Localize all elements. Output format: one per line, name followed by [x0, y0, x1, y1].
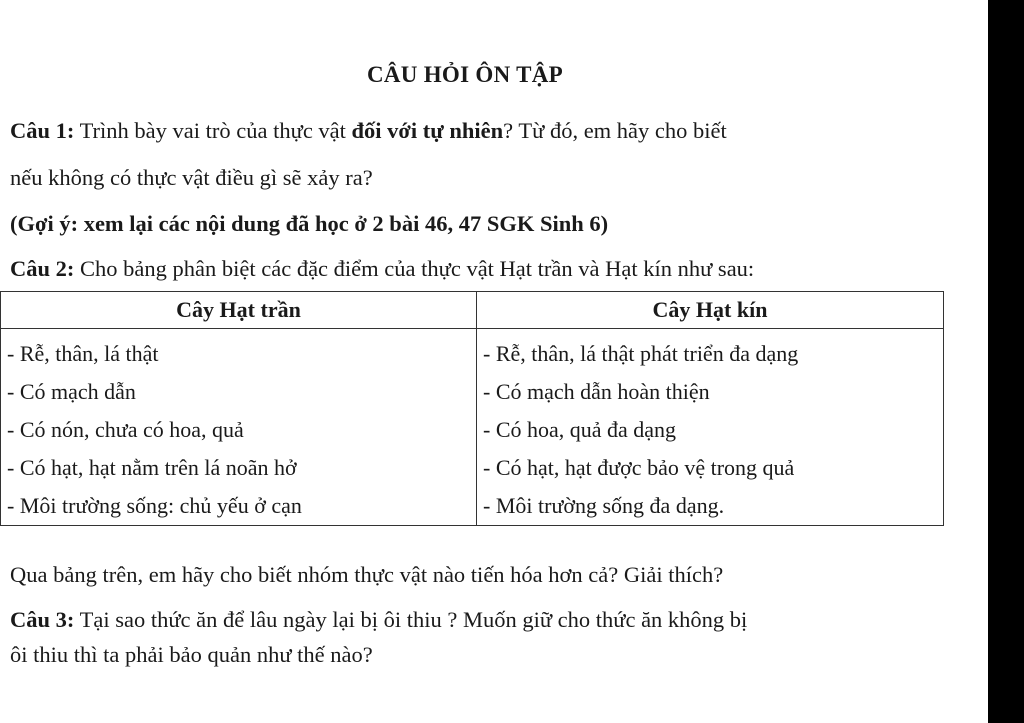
question-3-line-2: ôi thiu thì ta phải bảo quản như thế nào?	[10, 642, 373, 667]
table-cell-line: - Có nón, chưa có hoa, quả	[7, 417, 244, 442]
table-cell-line: - Môi trường sống: chủ yếu ở cạn	[7, 493, 302, 518]
question-2-label: Câu 2:	[10, 256, 75, 281]
table-cell-line: - Rễ, thân, lá thật	[7, 341, 159, 366]
question-3	[10, 606, 747, 634]
table-cell-line: - Có mạch dẫn	[7, 379, 136, 404]
question-2-text: Cho bảng phân biệt các đặc điểm của thực vật Hạt trần và Hạt kín như sau:	[74, 256, 755, 281]
table-header-gymnosperm: Cây Hạt trần	[1, 292, 477, 329]
comparison-table	[0, 291, 944, 526]
table-cell-line: - Có hạt, hạt được bảo vệ trong quả	[483, 455, 795, 480]
table-cell-angiosperm	[477, 329, 944, 526]
question-1-text-a: Trình bày vai trò của thực vật	[74, 118, 352, 143]
table-row	[1, 329, 944, 526]
question-3-label: Câu 3:	[10, 607, 75, 632]
question-2-followup: Qua bảng trên, em hãy cho biết nhóm thực vật nào tiến hóa hơn cả? Giải thích?	[10, 562, 724, 587]
worksheet-title: CÂU HỎI ÔN TẬP	[366, 62, 564, 87]
table-cell-line: - Môi trường sống đa dạng.	[483, 493, 725, 518]
question-1	[10, 117, 727, 145]
table-cell-line: - Rễ, thân, lá thật phát triển đa dạng	[483, 341, 799, 366]
table-cell-line: - Có hạt, hạt nằm trên lá noãn hở	[7, 455, 297, 480]
question-3-text: Tại sao thức ăn để lâu ngày lại bị ôi thiu ? Muốn giữ cho thức ăn không bị	[74, 607, 748, 632]
question-1-line-2: nếu không có thực vật điều gì sẽ xảy ra?	[10, 165, 373, 190]
question-2	[10, 255, 754, 283]
table-header-angiosperm: Cây Hạt kín	[477, 292, 944, 329]
table-cell-line: - Có hoa, quả đa dạng	[483, 417, 677, 442]
question-1-text-b: ? Từ đó, em hãy cho biết	[503, 118, 727, 143]
table-header-row	[1, 292, 944, 329]
question-1-hint: (Gợi ý: xem lại các nội dung đã học ở 2 bài 46, 47 SGK Sinh 6)	[10, 211, 609, 236]
table-cell-gymnosperm	[1, 329, 477, 526]
right-edge-bar	[988, 0, 1024, 723]
table-cell-line: - Có mạch dẫn hoàn thiện	[483, 379, 710, 404]
question-1-text-bold: đối với tự nhiên	[351, 118, 504, 143]
question-1-label: Câu 1:	[10, 118, 75, 143]
